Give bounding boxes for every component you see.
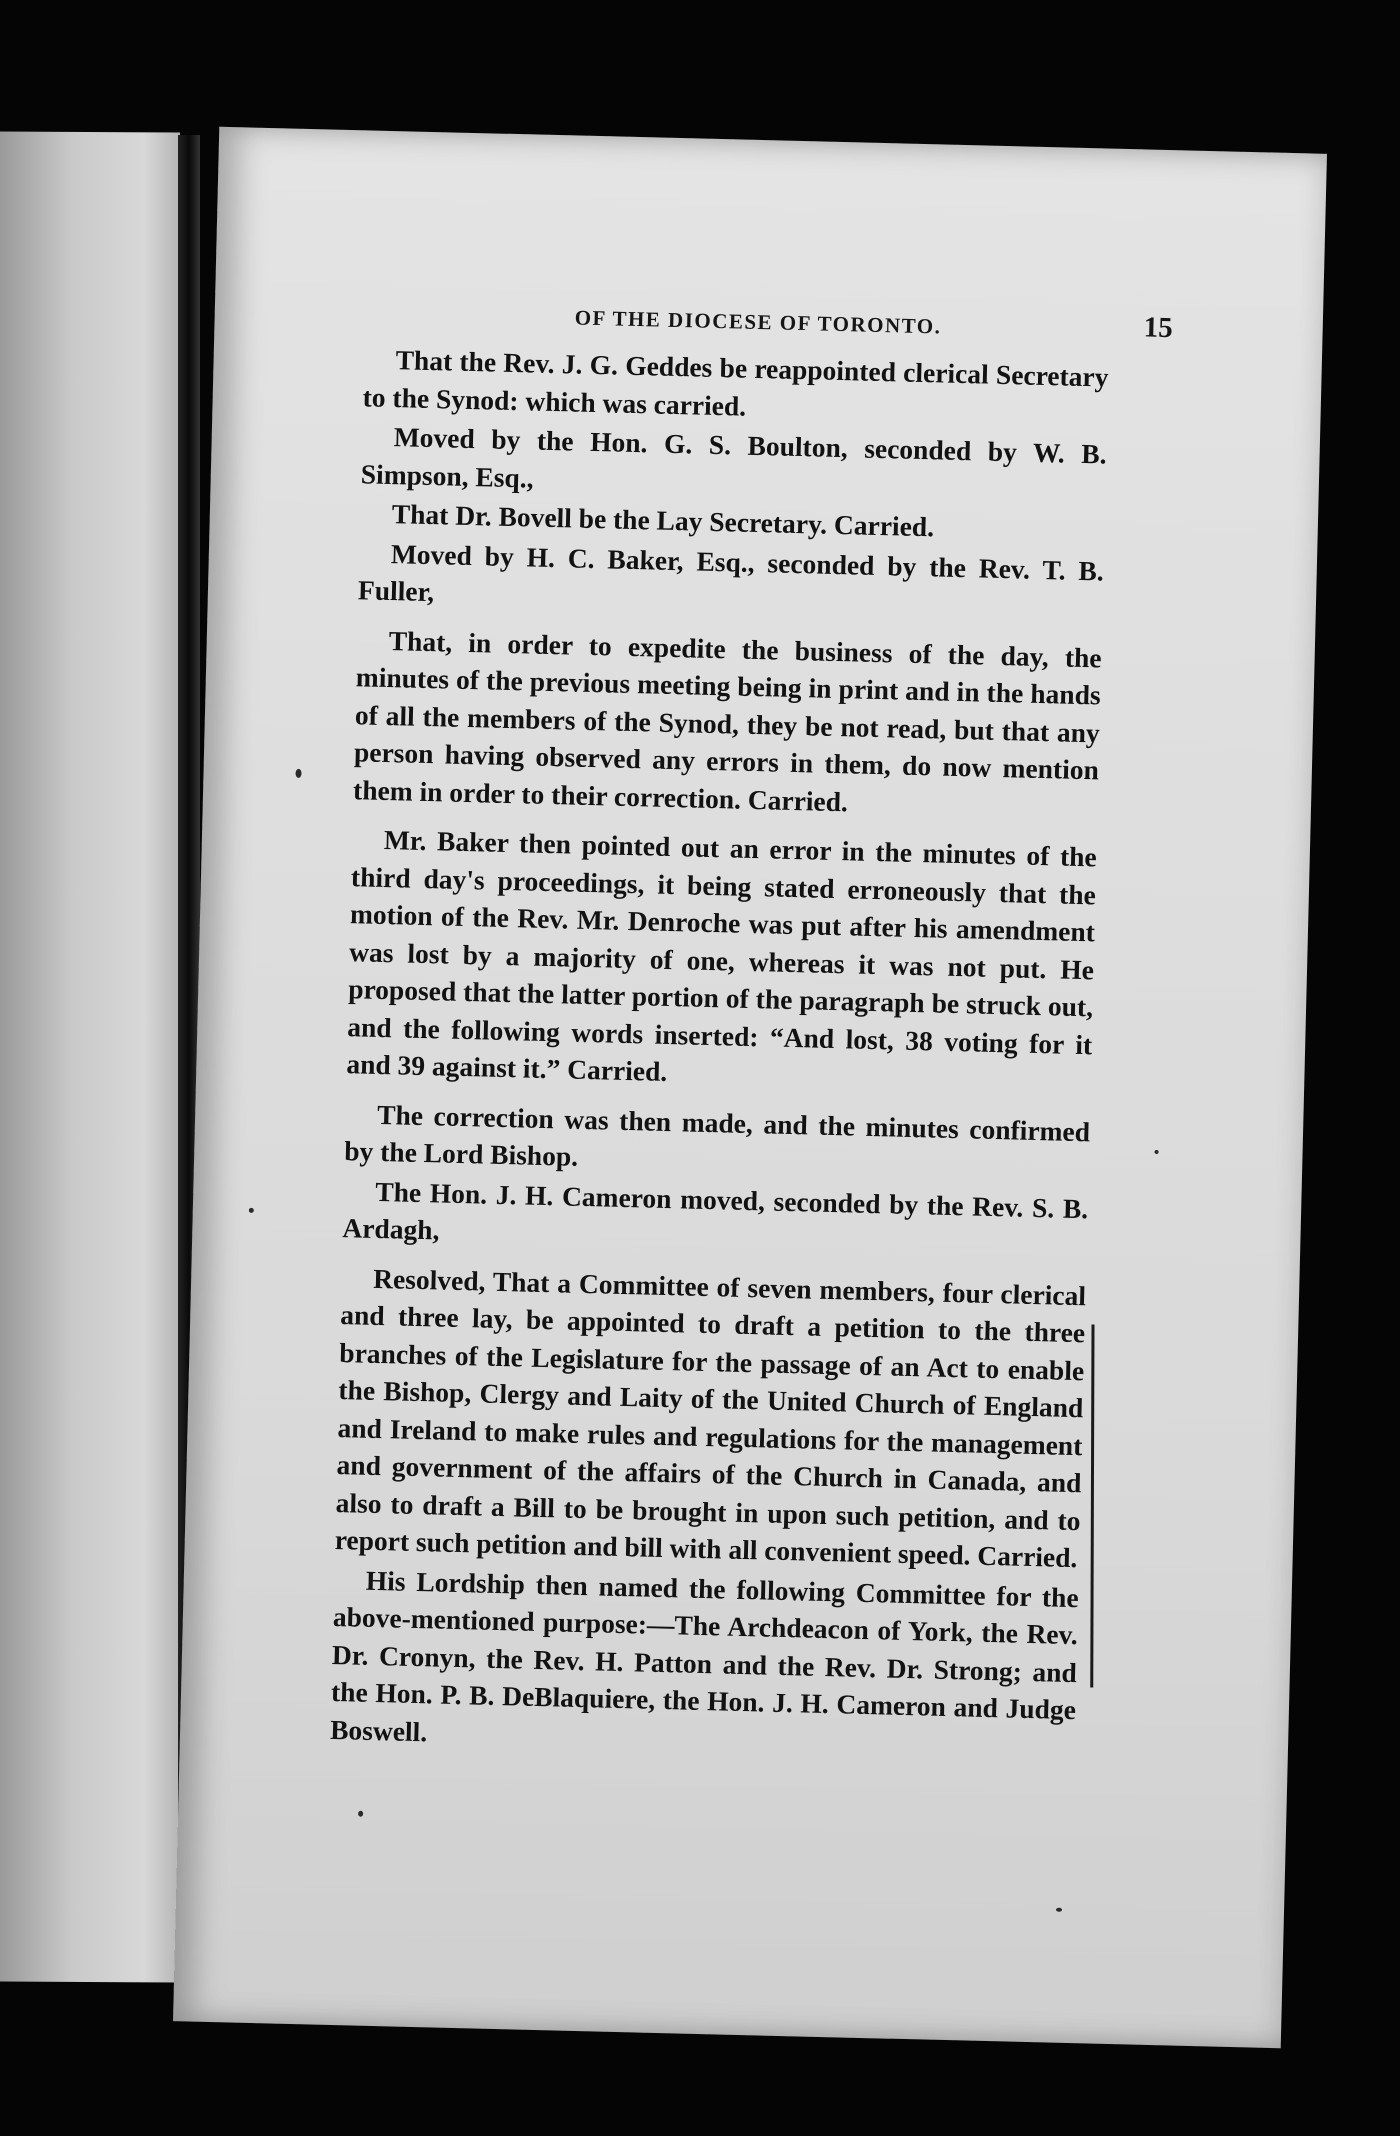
paragraph: The Hon. J. H. Cameron moved, seconded by the Rev. S. B. Ardagh, bbox=[342, 1175, 1089, 1246]
ink-speck bbox=[295, 769, 301, 778]
ink-speck bbox=[1056, 1908, 1062, 1912]
ink-speck bbox=[358, 1811, 363, 1817]
paragraph: That, in order to expedite the business of the day, the minutes of the previous meeting being in print and in the hands of all the members of the Synod, they be not read, but that any person having observed any errors in them, do now mention them in order to their correction. Carried. bbox=[352, 624, 1102, 817]
paragraph: That the Rev. J. G. Geddes be reappointed clerical Secretary to the Synod: which was carried. bbox=[362, 344, 1109, 422]
book-page bbox=[173, 127, 1327, 2049]
paragraph: Moved by the Hon. G. S. Boulton, seconded by W. B. Simpson, Esq., bbox=[360, 421, 1107, 494]
running-head: OF THE DIOCESE OF TORONTO. bbox=[574, 305, 942, 339]
ink-speck bbox=[1154, 1150, 1158, 1154]
ink-speck bbox=[249, 1208, 254, 1213]
page-body bbox=[330, 340, 1109, 1766]
paragraph: Resolved, That a Committee of seven members, four clerical and three lay, be appointed to draft a petition to the three branches of the Legislature for the passage of an Act to enable the Bishop, Clergy and Laity of the United Church of England and Ireland to make rules and regulations for the management and government of the affairs of the Church in Canada, and also to draft a Bill to be brought in upon such petition, and to report such petition and bill with all convenient speed. Carried. bbox=[334, 1262, 1087, 1574]
facing-page-edge bbox=[0, 132, 180, 1983]
paragraph: Mr. Baker then pointed out an error in the minutes of the third day's proceedings, it being stated erroneously that the motion of the Rev. Mr. Denroche was put after his amendment was lost by a majority of one, whereas it was not put. He proposed that the latter portion of the paragraph be struck out, and the following words inserted: “And lost, 38 voting for it and 39 against it.” Carried. bbox=[346, 823, 1098, 1087]
paragraph: The correction was then made, and the minutes confirmed by the Lord Bishop. bbox=[343, 1098, 1091, 1172]
paragraph: Moved by H. C. Baker, Esq., seconded by the Rev. T. B. Fuller, bbox=[357, 537, 1105, 608]
paragraph: His Lordship then named the following Committee for the above-mentioned purpose:—The Archdeacon of York, the Rev. Dr. Cronyn, the Rev. H. Patton and the Rev. Dr. Strong; and the Hon. P. B. DeBlaquiere, the Hon. J. H. Cameron and Judge Boswell. bbox=[329, 1564, 1080, 1747]
page-number: 15 bbox=[1143, 311, 1174, 345]
margin-mark bbox=[1090, 1324, 1094, 1687]
paragraph: That Dr. Bovell be the Lay Secretary. Carried. bbox=[391, 498, 935, 543]
